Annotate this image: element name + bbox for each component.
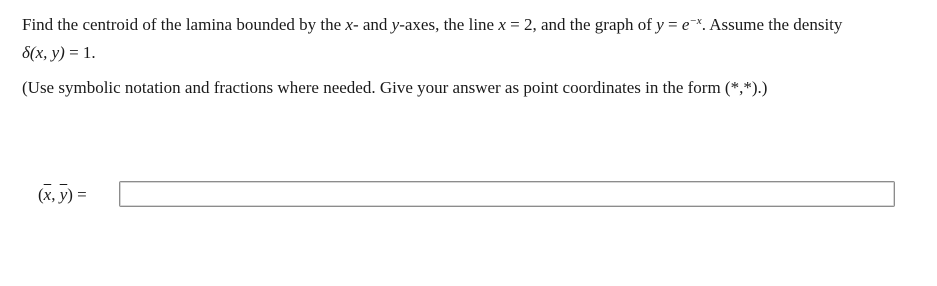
problem-line-2 — [22, 39, 922, 67]
math-var-x: x — [345, 15, 353, 34]
centroid-label — [38, 185, 118, 205]
label-comma: , — [51, 185, 60, 204]
answer-instructions: (Use symbolic notation and fractions where needed. Give your answer as point coordinates in the form (*,*).) — [22, 78, 768, 97]
problem-text-1d: = 2, and the graph of — [505, 15, 657, 34]
problem-text-1e: . Assume the density — [701, 15, 843, 34]
problem-text-1b: - and — [352, 15, 392, 34]
problem-text-1a: Find the centroid of the lamina bounded by the — [22, 15, 346, 34]
math-density-value: = 1. — [64, 43, 96, 62]
centroid-answer-input[interactable] — [119, 181, 895, 207]
label-open-paren: ( — [38, 185, 44, 204]
label-close-equals: ) = — [67, 185, 87, 204]
problem-statement — [22, 11, 922, 67]
problem-line-1 — [22, 11, 922, 39]
math-exponent: −x — [689, 15, 702, 27]
math-density-function: δ(x, y) — [22, 43, 65, 62]
math-equals: = — [663, 15, 682, 34]
label-x-bar: $\overline{x}$ — [43, 185, 52, 204]
answer-row — [38, 181, 118, 209]
math-graph-var: y — [656, 15, 664, 34]
math-exp-base: e — [681, 15, 690, 34]
math-line-var: x — [498, 15, 506, 34]
label-y-bar: $\overline{y}$ — [59, 185, 68, 204]
math-var-y: y — [391, 15, 400, 34]
problem-text-1c: -axes, the line — [399, 15, 499, 34]
